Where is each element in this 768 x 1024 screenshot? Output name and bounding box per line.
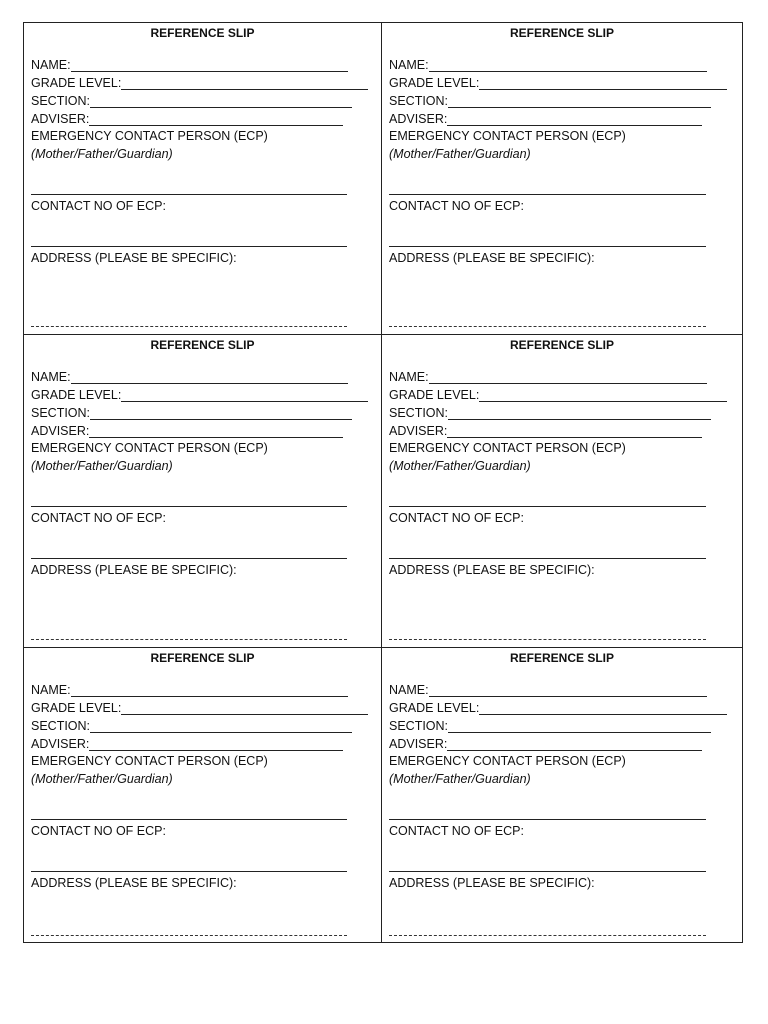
section-field[interactable] xyxy=(31,405,352,423)
reference-slip-sheet xyxy=(23,22,743,943)
adviser-field[interactable] xyxy=(389,736,702,754)
adviser-blank[interactable] xyxy=(89,112,343,126)
adviser-label: ADVISER: xyxy=(389,424,448,438)
name-field[interactable] xyxy=(31,369,348,387)
address-label: ADDRESS (PLEASE BE SPECIFIC): xyxy=(31,563,237,577)
section-blank[interactable] xyxy=(90,406,352,420)
adviser-blank[interactable] xyxy=(89,424,343,438)
grade-level-label: GRADE LEVEL: xyxy=(31,701,122,715)
adviser-field[interactable] xyxy=(389,423,702,441)
contact-no-label: CONTACT NO OF ECP: xyxy=(389,511,524,525)
ecp-label: EMERGENCY CONTACT PERSON (ECP) xyxy=(389,441,626,455)
cut-line xyxy=(31,326,347,327)
reference-slip-r1-c1 xyxy=(24,23,382,335)
section-label: SECTION: xyxy=(389,719,449,733)
name-field[interactable] xyxy=(31,57,348,75)
ecp-label: EMERGENCY CONTACT PERSON (ECP) xyxy=(31,441,268,455)
contact-no-blank[interactable] xyxy=(389,871,706,872)
adviser-label: ADVISER: xyxy=(31,112,90,126)
cut-line xyxy=(389,639,706,640)
ecp-note: (Mother/Father/Guardian) xyxy=(389,772,531,786)
name-label: NAME: xyxy=(31,58,71,72)
ecp-label: EMERGENCY CONTACT PERSON (ECP) xyxy=(389,129,626,143)
grade-level-label: GRADE LEVEL: xyxy=(389,701,480,715)
adviser-field[interactable] xyxy=(31,111,343,129)
address-label: ADDRESS (PLEASE BE SPECIFIC): xyxy=(389,251,595,265)
grade-level-field[interactable] xyxy=(389,387,727,405)
name-blank[interactable] xyxy=(71,58,348,72)
name-field[interactable] xyxy=(389,57,707,75)
grade-level-label: GRADE LEVEL: xyxy=(31,76,122,90)
contact-no-blank[interactable] xyxy=(31,558,347,559)
cut-line xyxy=(389,935,706,936)
adviser-field[interactable] xyxy=(31,736,343,754)
adviser-blank[interactable] xyxy=(447,112,702,126)
section-label: SECTION: xyxy=(389,94,449,108)
contact-no-label: CONTACT NO OF ECP: xyxy=(31,511,166,525)
address-label: ADDRESS (PLEASE BE SPECIFIC): xyxy=(31,251,237,265)
ecp-note: (Mother/Father/Guardian) xyxy=(31,772,173,786)
slip-title: REFERENCE SLIP xyxy=(150,651,255,665)
name-field[interactable] xyxy=(31,682,348,700)
address-label: ADDRESS (PLEASE BE SPECIFIC): xyxy=(31,876,237,890)
ecp-name-blank[interactable] xyxy=(389,194,706,195)
cut-line xyxy=(389,326,706,327)
name-field[interactable] xyxy=(389,369,707,387)
contact-no-label: CONTACT NO OF ECP: xyxy=(31,199,166,213)
slip-title: REFERENCE SLIP xyxy=(150,338,255,352)
reference-slip-r1-c2 xyxy=(382,23,742,335)
name-field[interactable] xyxy=(389,682,707,700)
ecp-note: (Mother/Father/Guardian) xyxy=(31,147,173,161)
contact-no-blank[interactable] xyxy=(389,558,706,559)
adviser-label: ADVISER: xyxy=(31,737,90,751)
slip-title: REFERENCE SLIP xyxy=(509,26,614,40)
name-label: NAME: xyxy=(31,683,71,697)
section-field[interactable] xyxy=(31,718,352,736)
adviser-label: ADVISER: xyxy=(31,424,90,438)
grade-level-blank[interactable] xyxy=(479,701,727,715)
ecp-label: EMERGENCY CONTACT PERSON (ECP) xyxy=(31,754,268,768)
ecp-name-blank[interactable] xyxy=(31,506,347,507)
ecp-label: EMERGENCY CONTACT PERSON (ECP) xyxy=(389,754,626,768)
grade-level-blank[interactable] xyxy=(479,76,727,90)
name-blank[interactable] xyxy=(429,58,707,72)
ecp-name-blank[interactable] xyxy=(389,506,706,507)
ecp-name-blank[interactable] xyxy=(31,819,347,820)
ecp-note: (Mother/Father/Guardian) xyxy=(389,147,531,161)
name-blank[interactable] xyxy=(71,683,348,697)
address-label: ADDRESS (PLEASE BE SPECIFIC): xyxy=(389,876,595,890)
grade-level-field[interactable] xyxy=(389,75,727,93)
contact-no-blank[interactable] xyxy=(389,246,706,247)
section-blank[interactable] xyxy=(90,94,352,108)
cut-line xyxy=(31,935,347,936)
reference-slip-r2-c1 xyxy=(24,335,382,648)
section-label: SECTION: xyxy=(389,406,449,420)
name-blank[interactable] xyxy=(71,370,348,384)
section-field[interactable] xyxy=(389,718,711,736)
ecp-name-blank[interactable] xyxy=(389,819,706,820)
ecp-note: (Mother/Father/Guardian) xyxy=(31,459,173,473)
reference-slip-r3-c1 xyxy=(24,648,382,942)
adviser-label: ADVISER: xyxy=(389,112,448,126)
grade-level-blank[interactable] xyxy=(121,701,368,715)
name-label: NAME: xyxy=(389,370,429,384)
section-blank[interactable] xyxy=(90,719,352,733)
adviser-blank[interactable] xyxy=(447,737,702,751)
section-label: SECTION: xyxy=(31,719,91,733)
adviser-field[interactable] xyxy=(31,423,343,441)
contact-no-blank[interactable] xyxy=(31,871,347,872)
ecp-name-blank[interactable] xyxy=(31,194,347,195)
grade-level-blank[interactable] xyxy=(121,76,368,90)
section-field[interactable] xyxy=(389,405,711,423)
contact-no-blank[interactable] xyxy=(31,246,347,247)
section-field[interactable] xyxy=(389,93,711,111)
ecp-label: EMERGENCY CONTACT PERSON (ECP) xyxy=(31,129,268,143)
grade-level-label: GRADE LEVEL: xyxy=(389,388,480,402)
name-label: NAME: xyxy=(389,58,429,72)
contact-no-label: CONTACT NO OF ECP: xyxy=(31,824,166,838)
section-field[interactable] xyxy=(31,93,352,111)
section-blank[interactable] xyxy=(448,406,711,420)
section-blank[interactable] xyxy=(448,94,711,108)
slip-title: REFERENCE SLIP xyxy=(150,26,255,40)
adviser-field[interactable] xyxy=(389,111,702,129)
section-label: SECTION: xyxy=(31,94,91,108)
name-label: NAME: xyxy=(389,683,429,697)
adviser-blank[interactable] xyxy=(89,737,343,751)
adviser-label: ADVISER: xyxy=(389,737,448,751)
grade-level-blank[interactable] xyxy=(121,388,368,402)
grade-level-field[interactable] xyxy=(389,700,727,718)
grade-level-label: GRADE LEVEL: xyxy=(389,76,480,90)
section-blank[interactable] xyxy=(448,719,711,733)
section-label: SECTION: xyxy=(31,406,91,420)
grade-level-field[interactable] xyxy=(31,75,368,93)
ecp-note: (Mother/Father/Guardian) xyxy=(389,459,531,473)
name-label: NAME: xyxy=(31,370,71,384)
adviser-blank[interactable] xyxy=(447,424,702,438)
grade-level-field[interactable] xyxy=(31,700,368,718)
grade-level-field[interactable] xyxy=(31,387,368,405)
reference-slip-r3-c2 xyxy=(382,648,742,942)
name-blank[interactable] xyxy=(429,683,707,697)
contact-no-label: CONTACT NO OF ECP: xyxy=(389,199,524,213)
grade-level-blank[interactable] xyxy=(479,388,727,402)
grade-level-label: GRADE LEVEL: xyxy=(31,388,122,402)
slip-title: REFERENCE SLIP xyxy=(509,338,614,352)
address-label: ADDRESS (PLEASE BE SPECIFIC): xyxy=(389,563,595,577)
cut-line xyxy=(31,639,347,640)
name-blank[interactable] xyxy=(429,370,707,384)
contact-no-label: CONTACT NO OF ECP: xyxy=(389,824,524,838)
slip-title: REFERENCE SLIP xyxy=(509,651,614,665)
reference-slip-r2-c2 xyxy=(382,335,742,648)
